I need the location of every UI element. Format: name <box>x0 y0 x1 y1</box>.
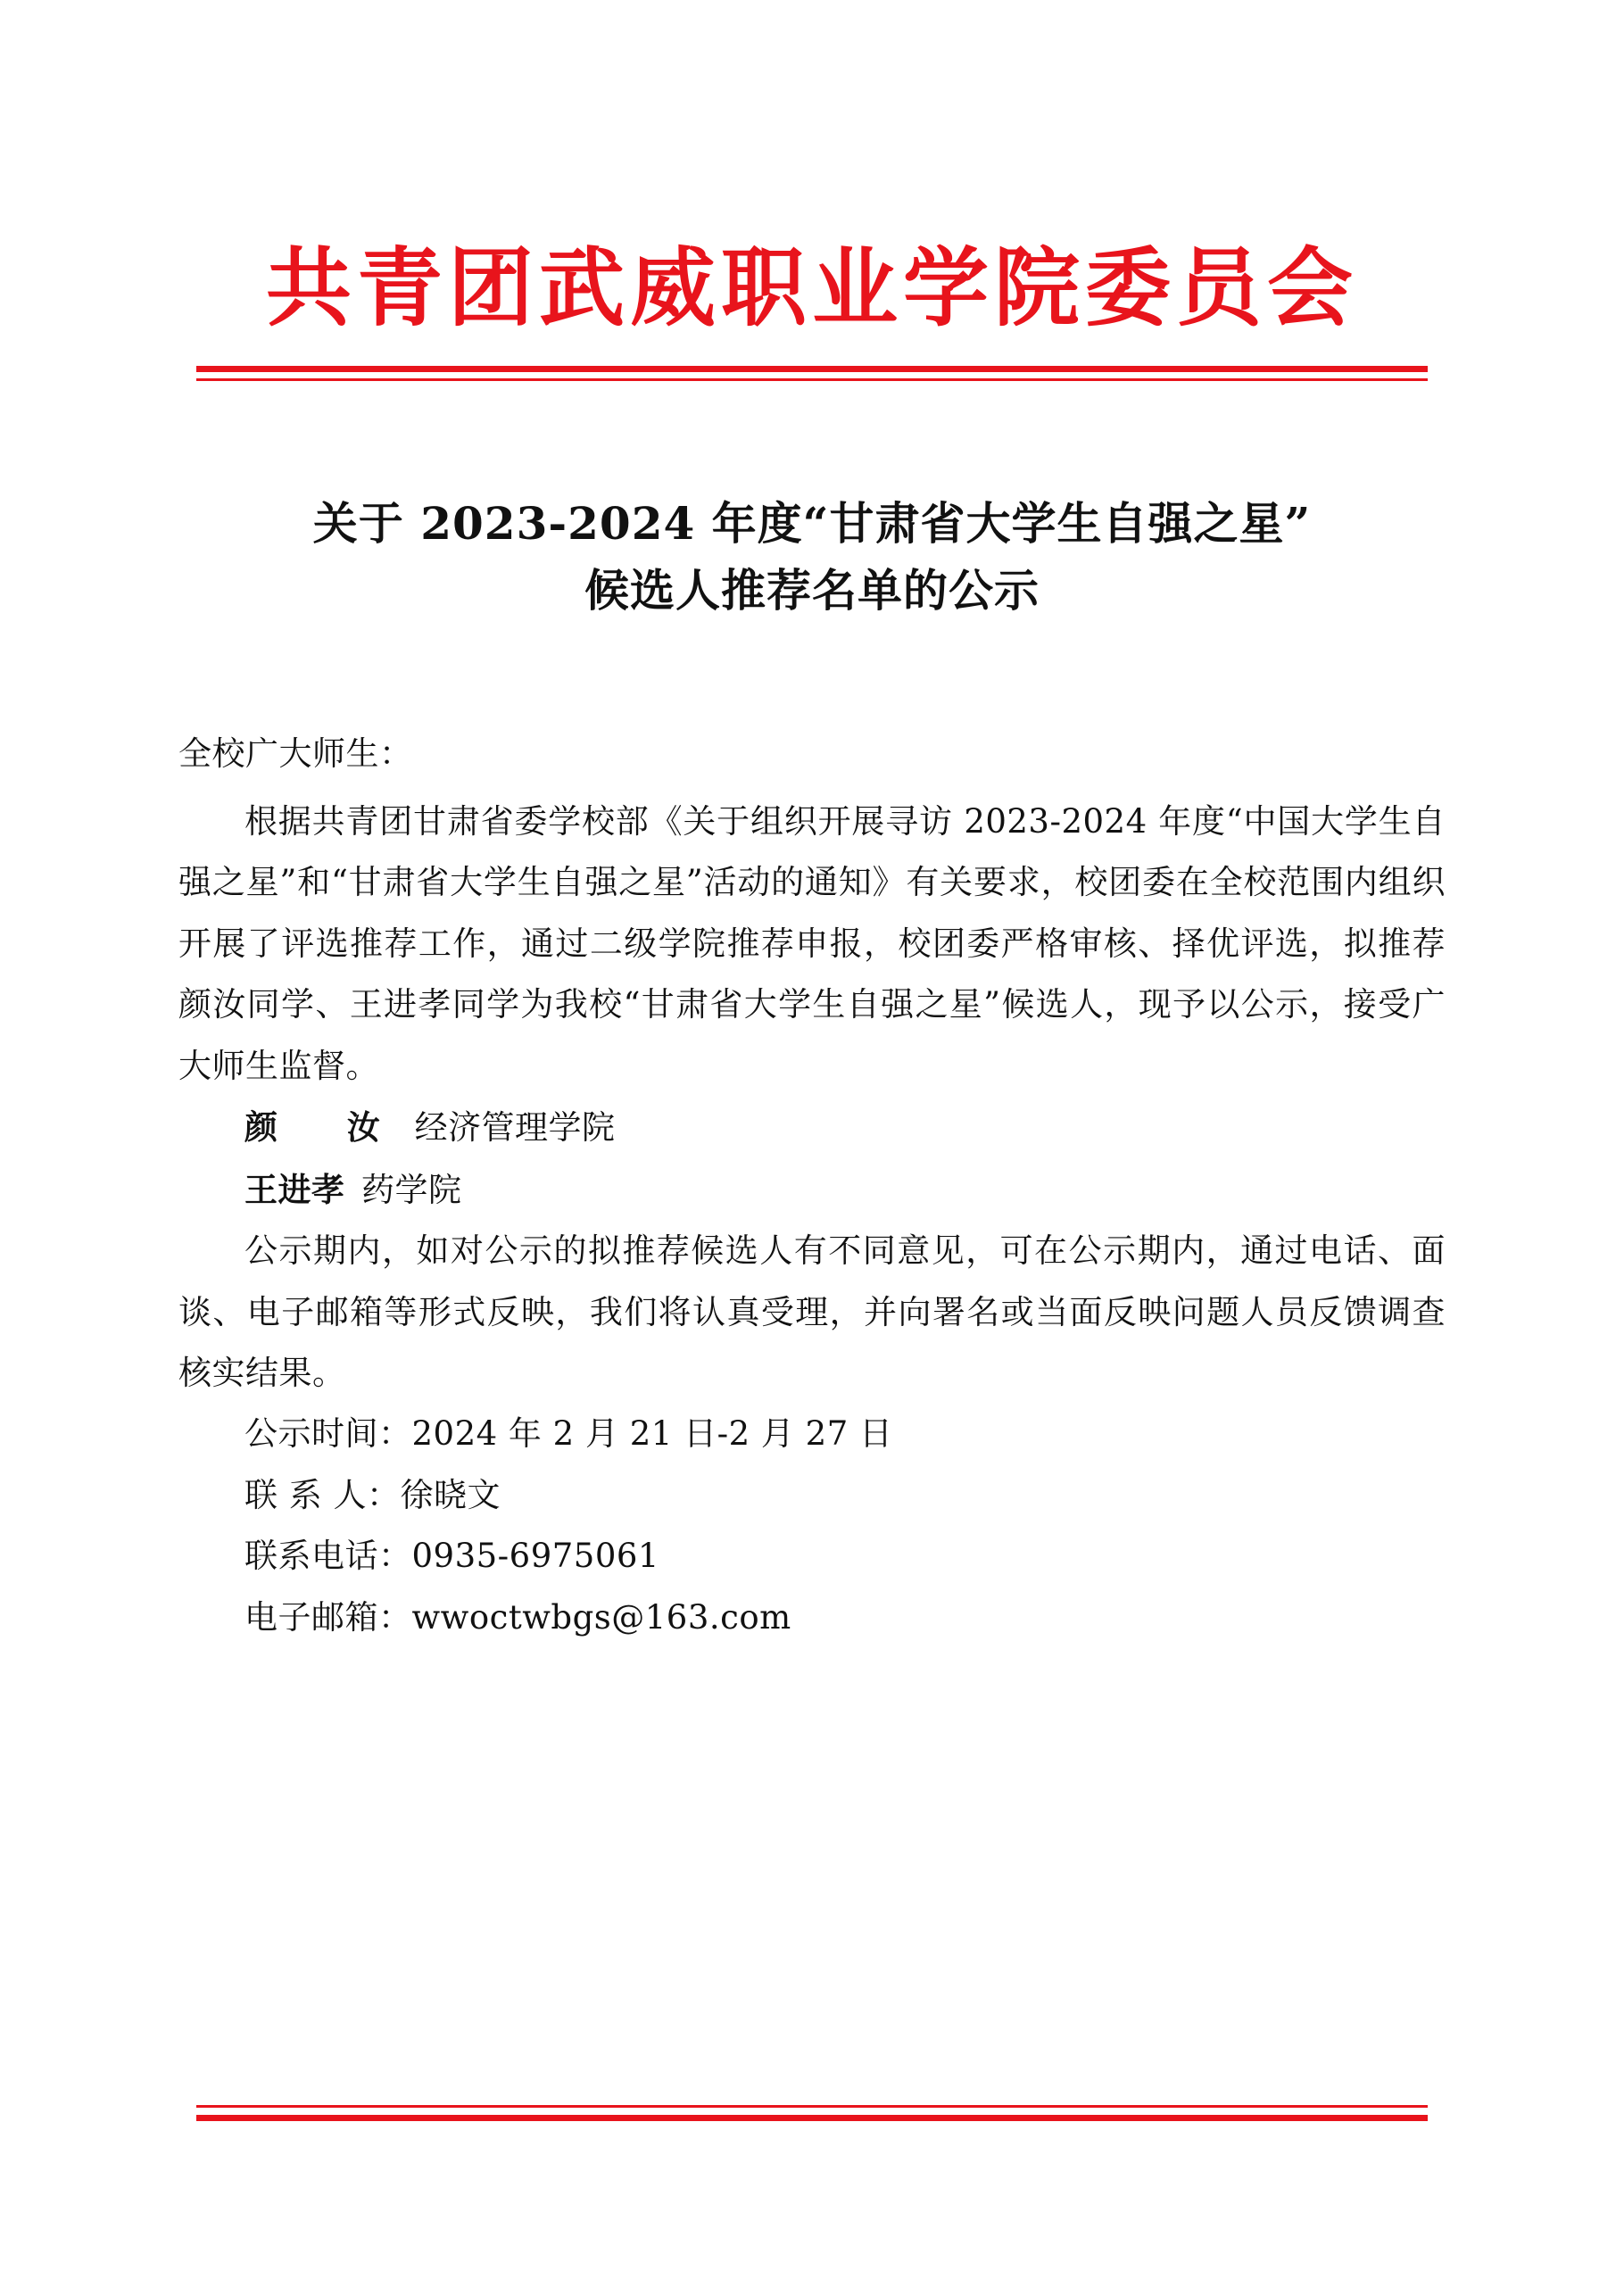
letterhead-organization: 共青团武威职业学院委员会 <box>266 237 1358 338</box>
contact-phone <box>178 1526 1446 1587</box>
contact-email-value: wwoctwbgs@163.com <box>411 1597 791 1637</box>
contact-email <box>178 1587 1446 1648</box>
footer-rules <box>196 2105 1428 2121</box>
candidate-entry-2 <box>178 1159 1446 1221</box>
letterhead-rule-thin <box>196 378 1428 381</box>
letterhead-rule-thick <box>196 366 1428 372</box>
publicity-period-value: 2024 年 2 月 21 日-2 月 27 日 <box>411 1414 893 1454</box>
footer-rule-thin <box>196 2105 1428 2108</box>
contact-person-label: 联 系 人： <box>244 1475 401 1514</box>
contact-phone-value: 0935-6975061 <box>411 1537 659 1576</box>
publicity-period <box>178 1404 1446 1464</box>
candidate-entry-1 <box>178 1097 1446 1158</box>
candidate-name-2: 王进孝 <box>244 1169 345 1209</box>
candidate-department-1: 经济管理学院 <box>414 1108 616 1148</box>
document-body <box>178 724 1446 1649</box>
contact-person-value: 徐晓文 <box>400 1475 501 1514</box>
letterhead-rules <box>178 366 1446 381</box>
paragraph-feedback: 公示期内，如对公示的拟推荐候选人有不同意见，可在公示期内，通过电话、面谈、电子邮箱等形式反映，我们将认真受理，并向署名或当面反映问题人员反馈调查核实结果。 <box>178 1231 1446 1392</box>
candidate-department-2: 药学院 <box>361 1170 462 1209</box>
footer-rule-thick <box>196 2115 1428 2121</box>
contact-phone-label: 联系电话： <box>244 1537 412 1576</box>
letterhead <box>178 0 1446 336</box>
contact-person <box>178 1465 1446 1526</box>
page-title <box>178 490 1446 624</box>
page-title-line-1: 关于 2023-2024 年度“甘肃省大学生自强之星” <box>312 496 1312 550</box>
publicity-period-label: 公示时间： <box>244 1414 412 1454</box>
contact-email-label: 电子邮箱： <box>244 1597 412 1637</box>
candidate-name-1: 颜 汝 <box>244 1107 399 1148</box>
salutation: 全校广大师生： <box>178 734 413 773</box>
page-title-line-2: 候选人推荐名单的公示 <box>584 563 1040 617</box>
paragraph-background: 根据共青团甘肃省委学校部《关于组织开展寻访 2023-2024 年度“中国大学生自强之星”和“甘肃省大学生自强之星”活动的通知》有关要求，校团委在全校范围内组织开展了评选推荐工作，通过二级学院推荐申报，校团委严格审核、择优评选，拟推荐颜汝同学、王进孝同学为我校“甘肃省大学生自强之星”候选人，现予以公示，接受广大师生监督。 <box>178 802 1446 1085</box>
